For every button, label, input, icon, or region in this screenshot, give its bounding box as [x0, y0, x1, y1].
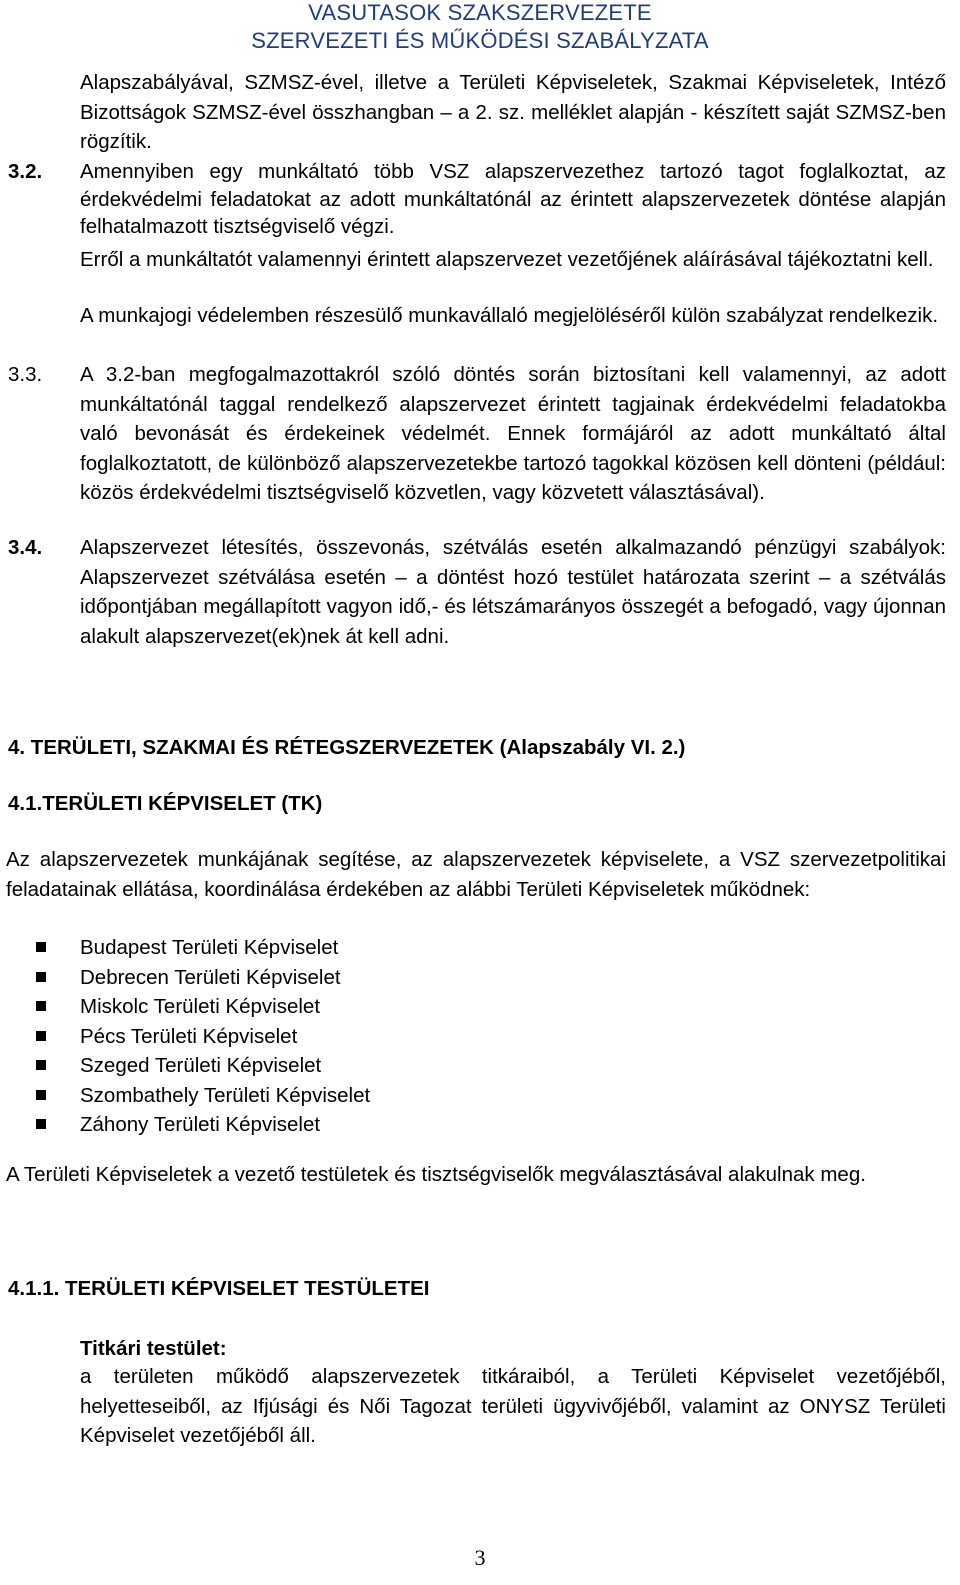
list-item-label: Szombathely Területi Képviselet: [80, 1083, 371, 1107]
section-3-2-paragraph-2: Erről a munkáltatót valamennyi érintett alapszervezet vezetőjének aláírásával tájékoztatni kell.: [80, 248, 934, 271]
header-org-name: VASUTASOK SZAKSZERVEZETE: [308, 0, 652, 25]
section-3-3-paragraph: A 3.2-ban megfogalmazottakról szóló döntés során biztosítani kell valamennyi, az adott munkáltatónál taggal rendelkező alapszervezet érintett tagjainak érdekvédelmi feladatokba való bevonását és érdekeinek védelmét. Ennek formájáról az adott munkáltató által foglalkoztatott, de különböző alapszervezetekbe tartozó tagokkal közösen kell dönteni (például: közös érdekvédelmi tisztségviselő közvetlen, vagy közvetett választásával).: [80, 363, 946, 504]
titkari-paragraph: a területen működő alapszervezetek titkáraiból, a Területi Képviselet vezetőjéből, helyetteseiből, az Ifjúsági és Női Tagozat területi ügyvivőjéből, valamint az ONYSZ Területi Képviselet vezetőjéből áll.: [80, 1365, 946, 1447]
bullet-square-icon: [36, 972, 46, 982]
bullet-square-icon: [36, 1090, 46, 1100]
tk-list: [36, 933, 370, 1140]
list-item-label: Debrecen Területi Képviselet: [80, 965, 341, 989]
section-4-1-title: 4.1.TERÜLETI KÉPVISELET (TK): [8, 792, 323, 815]
section-3-4-paragraph: Alapszervezet létesítés, összevonás, szétválás esetén alkalmazandó pénzügyi szabályok: Alapszervezet szétválása esetén – a döntést hozó testület határozata szerint – a szétválás időpontjában megállapított vagyon idő,- és létszámarányos összegét a befogadó, vagy újonnan alakult alapszervezet(ek)nek át kell adni.: [80, 536, 946, 648]
tk-intro-paragraph: Az alapszervezetek munkájának segítése, az alapszervezetek képviselete, a VSZ szervezetpolitikai feladatainak ellátása, koordinálása érdekében az alábbi Területi Képviseletek működnek:: [6, 848, 946, 901]
section-number-3-3: 3.3.: [8, 363, 43, 386]
section-4-title: 4. TERÜLETI, SZAKMAI ÉS RÉTEGSZERVEZETEK (Alapszabály VI. 2.): [8, 736, 686, 759]
bullet-square-icon: [36, 1031, 46, 1041]
list-item-label: Pécs Területi Képviselet: [80, 1024, 298, 1048]
bullet-square-icon: [36, 1001, 46, 1011]
header-doc-title: SZERVEZETI ÉS MŰKÖDÉSI SZABÁLYZATA: [251, 28, 709, 53]
continuation-paragraph: Alapszabályával, SZMSZ-ével, illetve a Területi Képviseletek, Szakmai Képviseletek, Intéző Bizottságok SZMSZ-ével összhangban – a 2. sz. melléklet alapján - készített saját SZMSZ-ben rögzítik.: [80, 71, 946, 153]
list-item: [36, 963, 370, 993]
bullet-square-icon: [36, 1060, 46, 1070]
list-item: [36, 1110, 370, 1140]
list-item-label: Miskolc Területi Képviselet: [80, 995, 321, 1018]
section-3-2-paragraph-3: A munkajogi védelemben részesülő munkavállaló megjelöléséről külön szabályzat rendelkezik.: [80, 304, 939, 327]
list-item-label: Budapest Területi Képviselet: [80, 936, 339, 959]
bullet-square-icon: [36, 1119, 46, 1129]
section-number-3-4: 3.4.: [8, 536, 43, 559]
list-item: [36, 992, 370, 1022]
section-3-2-paragraph-1: Amennyiben egy munkáltató több VSZ alapszervezethez tartozó tagot foglalkoztat, az érdekvédelmi feladatokat az adott munkáltatónál az érintett alapszervezetek döntése alapján felhatalmazott tisztségviselő végzi.: [80, 160, 946, 238]
list-item: [36, 1081, 370, 1111]
list-item: [36, 1022, 370, 1052]
section-number-3-2: 3.2.: [8, 160, 43, 183]
tk-formation-paragraph: A Területi Képviseletek a vezető testületek és tisztségviselők megválasztásával alakulnak meg.: [6, 1163, 866, 1186]
list-item: [36, 1051, 370, 1081]
list-item-label: Záhony Területi Képviselet: [80, 1113, 321, 1136]
page-number: 3: [474, 1545, 486, 1570]
section-4-1-1-title: 4.1.1. TERÜLETI KÉPVISELET TESTÜLETEI: [8, 1277, 430, 1300]
list-item: [36, 933, 370, 963]
titkari-label: Titkári testület:: [80, 1337, 227, 1360]
list-item-label: Szeged Területi Képviselet: [80, 1054, 322, 1077]
bullet-square-icon: [36, 942, 46, 952]
